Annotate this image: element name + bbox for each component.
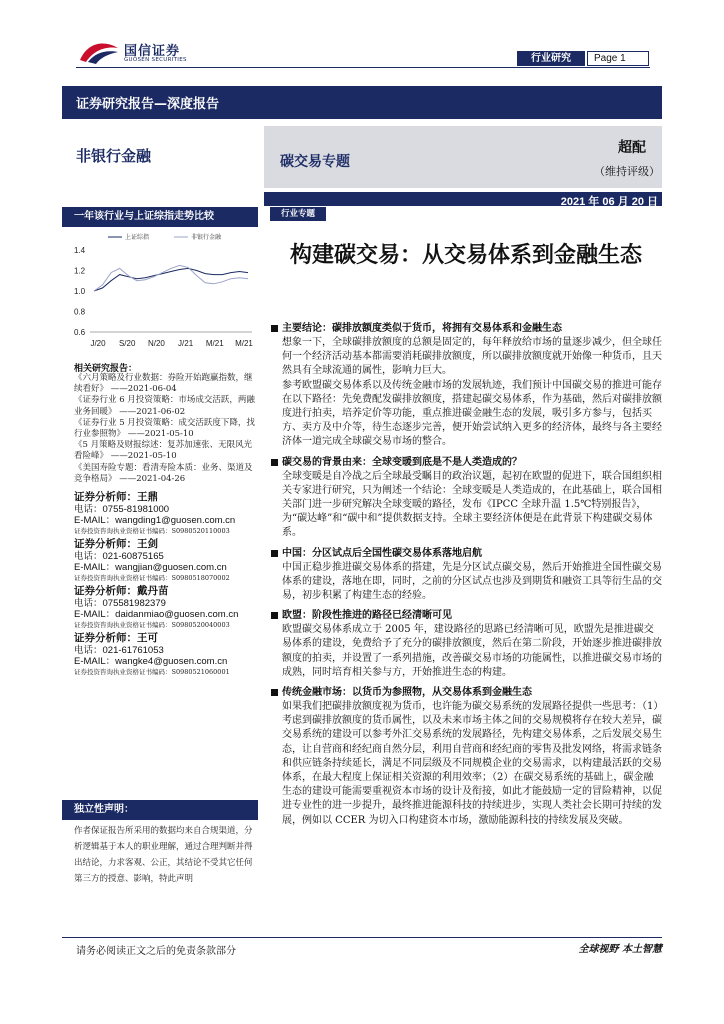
x-tick-label: N/20 bbox=[147, 339, 165, 348]
related-report-item: 《证券行业 6 月投资策略：市场成交活跃，两融业务回暖》 ——2021-06-02 bbox=[74, 395, 255, 417]
analyst-cert: 证券投资咨询执业资格证书编码：S0980521060001 bbox=[74, 668, 230, 676]
report-body bbox=[270, 321, 662, 833]
background-section bbox=[270, 455, 662, 541]
analyst-tel: 电话：021-61761053 bbox=[74, 645, 164, 656]
section-paragraph: 如果我们把碳排放额度视为货币，也许能为碳交易系统的发展路径提供一些思考：（1）考虑到碳排放额度的货币属性，以及未来市场主体之间的交易规模将存在较大差异，碳交易系统的建设可以参考外汇交易系统的发展路径，先构建交易体系，之后发展交易生态，让自营商和经纪商自然分层，利用自营商和经纪商的零售及批发网络，将需求链条和供应链条持续延长，满足不同层级及不同规模企业的交易需求，以构建最活跃的交易体系，在最大程度上保证相关资源的利用效率；（2）在碳交易系统的基础上，碳金融生态的建设可能需要重视资本市场的设计及衔接，如此才能鼓励一定的冒险精神，以促进专业性的进一步提升，最终推进能源科技的持续进步，实现人类社会长期可持续的发展，例如以 CCER 为切入口构建资本市场，激励能源科技的持续发展及突破。 bbox=[282, 701, 662, 826]
footer-slogan: 全球视野 本土智慧 bbox=[578, 944, 662, 955]
analyst-tel: 电话：0755-81981000 bbox=[74, 504, 170, 515]
section-paragraph: 中国正稳步推进碳交易体系的搭建，先是分区试点碳交易，然后开始推进全国性碳交易体系的建设，落地在即，同时，之前的分区试点也涉及到期货和融资工具等衍生品的交易，初步积累了构建生态的经验。 bbox=[282, 561, 662, 602]
footer-disclaimer-note: 请务必阅读正文之后的免责条款部分 bbox=[76, 946, 236, 957]
analyst-tel: 电话：021-60875165 bbox=[74, 551, 164, 562]
analyst-email[interactable]: E-MAIL：wangjian@guosen.com.cn bbox=[74, 562, 227, 573]
eu-section bbox=[270, 608, 662, 680]
related-report-item: 《六月策略及行业数据：券险开始跑赢指数，继续看好》 ——2021-06-04 bbox=[74, 373, 253, 395]
x-tick-label: J/20 bbox=[90, 339, 106, 348]
y-tick-label: 1.2 bbox=[74, 266, 86, 276]
analyst-tel: 电话：075581982379 bbox=[74, 598, 166, 609]
analyst-email[interactable]: E-MAIL：wangke4@guosen.com.cn bbox=[74, 656, 228, 667]
disclaimer-header: 独立性声明： bbox=[62, 800, 258, 820]
finance-market-section bbox=[270, 685, 662, 828]
analyst-name: 证券分析师：王鼎 bbox=[74, 491, 158, 503]
related-report-item: 《证券行业 5 月投资策略：成交活跃度下降，找行业参照物》 ——2021-05-10 bbox=[74, 417, 255, 440]
section-heading: 中国：分区试点后全国性碳交易体系落地启航 bbox=[270, 546, 662, 561]
related-reports-title: 相关研究报告： bbox=[74, 364, 138, 374]
topic-title: 碳交易专题 bbox=[280, 154, 350, 170]
analyst-list bbox=[74, 490, 264, 678]
analyst-cert: 证券投资咨询执业资格证书编码：S0980520040003 bbox=[74, 621, 230, 629]
analyst-name: 证券分析师：王可 bbox=[74, 632, 158, 644]
report-category: 证券研究报告—深度报告 bbox=[76, 97, 220, 112]
section-heading: 主要结论：碳排放额度类似于货币，将拥有交易体系和金融生态 bbox=[270, 321, 662, 336]
china-section bbox=[270, 546, 662, 604]
y-tick-label: 0.8 bbox=[74, 307, 86, 317]
logo-chinese-name: 国信证券 bbox=[124, 44, 181, 59]
legend-label: 上证综指 bbox=[125, 234, 150, 241]
guosen-logo-icon bbox=[78, 38, 120, 64]
rating: 超配 bbox=[618, 140, 646, 156]
series-line bbox=[94, 265, 248, 291]
analyst-name: 证券分析师：王剑 bbox=[74, 538, 158, 550]
section-paragraph: 欧盟碳交易体系成立于 2005 年，建设路径的思路已经清晰可见，欧盟先是推进碳交易体系的建设，免费给予了充分的碳排放额度，然后在第二阶段，开始逐步推进碳排放额度的拍卖，并设置了一系列措施，改善碳交易市场的功能属性，以推进碳交易市场的成熟，同时培育相关参与方，开始推进生态的构建。 bbox=[282, 624, 662, 678]
analyst-cert: 证券投资咨询执业资格证书编码：S0980518070002 bbox=[74, 574, 230, 582]
related-reports-list bbox=[74, 373, 256, 485]
logo-english-name: GUOSEN SECURITIES bbox=[124, 57, 187, 63]
chart-header: 一年该行业与上证综指走势比较 bbox=[62, 207, 258, 227]
performance-chart-svg bbox=[62, 228, 258, 356]
y-tick-label: 1.4 bbox=[74, 246, 86, 255]
section-heading: 碳交易的背景由来：全球变暖到底是不是人类造成的？ bbox=[270, 455, 662, 470]
analyst-email[interactable]: E-MAIL：daidanmiao@guosen.com.cn bbox=[74, 609, 239, 620]
rating-note: （维持评级） bbox=[594, 165, 660, 178]
section-heading: 传统金融市场：以货币为参照物，从交易体系到金融生态 bbox=[270, 685, 662, 700]
analyst-cert: 证券投资咨询执业资格证书编码：S0980520110003 bbox=[74, 527, 230, 535]
performance-chart bbox=[62, 228, 258, 356]
analyst-block bbox=[74, 537, 264, 583]
series-line bbox=[94, 268, 248, 291]
section-paragraph: 参考欧盟碳交易体系以及传统金融市场的发展轨迹，我们预计中国碳交易的推进可能存在以下路径：先免费配发碳排放额度，搭建起碳交易体系，作为基础，然后对碳排放额度进行拍卖，培养定价等功能，重点推进碳金融生态的发展，吸引多方参与，包括买方、卖方及中介等，待生态逐步完善，便开始尝试纳入更多的经济体，最终与各主要经济体一道完成全球碳交易市场的整合。 bbox=[282, 379, 662, 448]
summary-section bbox=[270, 321, 662, 450]
page-number: Page 1 bbox=[587, 51, 649, 66]
disclaimer-text: 作者保证报告所采用的数据均来自合规渠道，分析逻辑基于本人的职业理解，通过合理判断并得出结论，力求客观、公正，其结论不受其它任何第三方的授意、影响，特此声明 bbox=[74, 826, 253, 884]
x-tick-label: M/21 bbox=[235, 339, 253, 348]
footer-divider bbox=[62, 937, 662, 938]
analyst-name: 证券分析师：戴丹苗 bbox=[74, 585, 169, 597]
y-tick-label: 0.6 bbox=[74, 328, 86, 337]
section-paragraph: 想象一下，全球碳排放额度的总额是固定的，每年释放给市场的量逐步减少，但全球任何一个经济活动基本都需要消耗碳排放额度，所以碳排放额度就开始像一种货币，且天然具有全球流通的属性，影响力巨大。 bbox=[282, 337, 662, 377]
legend-label: 非银行金融 bbox=[191, 234, 222, 241]
x-tick-label: S/20 bbox=[118, 339, 136, 348]
related-report-item: 《美国寿险专题：看清寿险本质：业务、渠道及竞争格局》 ——2021-04-26 bbox=[74, 462, 253, 484]
main-title: 构建碳交易：从交易体系到金融生态 bbox=[289, 243, 642, 268]
related-report-item: 《5 月策略及财报综述：复苏加速张、无限风光看险峰》 ——2021-05-10 bbox=[74, 440, 253, 462]
x-tick-label: J/21 bbox=[178, 339, 194, 348]
analyst-block bbox=[74, 490, 264, 536]
header-report-type: 行业研究 bbox=[517, 51, 585, 66]
header-divider bbox=[76, 67, 650, 68]
section-heading: 欧盟：阶段性推进的路径已经清晰可见 bbox=[270, 608, 662, 623]
section-tag: 行业专题 bbox=[270, 207, 326, 221]
industry-name: 非银行金融 bbox=[76, 147, 152, 165]
analyst-block bbox=[74, 584, 264, 630]
analyst-block bbox=[74, 631, 264, 677]
y-tick-label: 1.0 bbox=[74, 287, 86, 296]
analyst-email[interactable]: E-MAIL：wangding1@guosen.com.cn bbox=[74, 515, 236, 526]
report-date: 2021 年 06 月 20 日 bbox=[560, 196, 658, 208]
section-paragraph: 全球变暖是自冷战之后全球最受瞩目的政治议题，起初在欧盟的促进下，联合国组织相关专家进行研究，只为阐述一个结论：全球变暖是人类造成的，在此基础上，联合国相关部门进一步研究解决全球变暖的路径，发布《IPCC 全球升温 1.5℃特别报告》，为“碳达峰”和“碳中和”提供数据支持。全球主要经济体便是在此背景下构建碳交易体系。 bbox=[282, 470, 662, 539]
x-tick-label: M/21 bbox=[205, 339, 224, 348]
